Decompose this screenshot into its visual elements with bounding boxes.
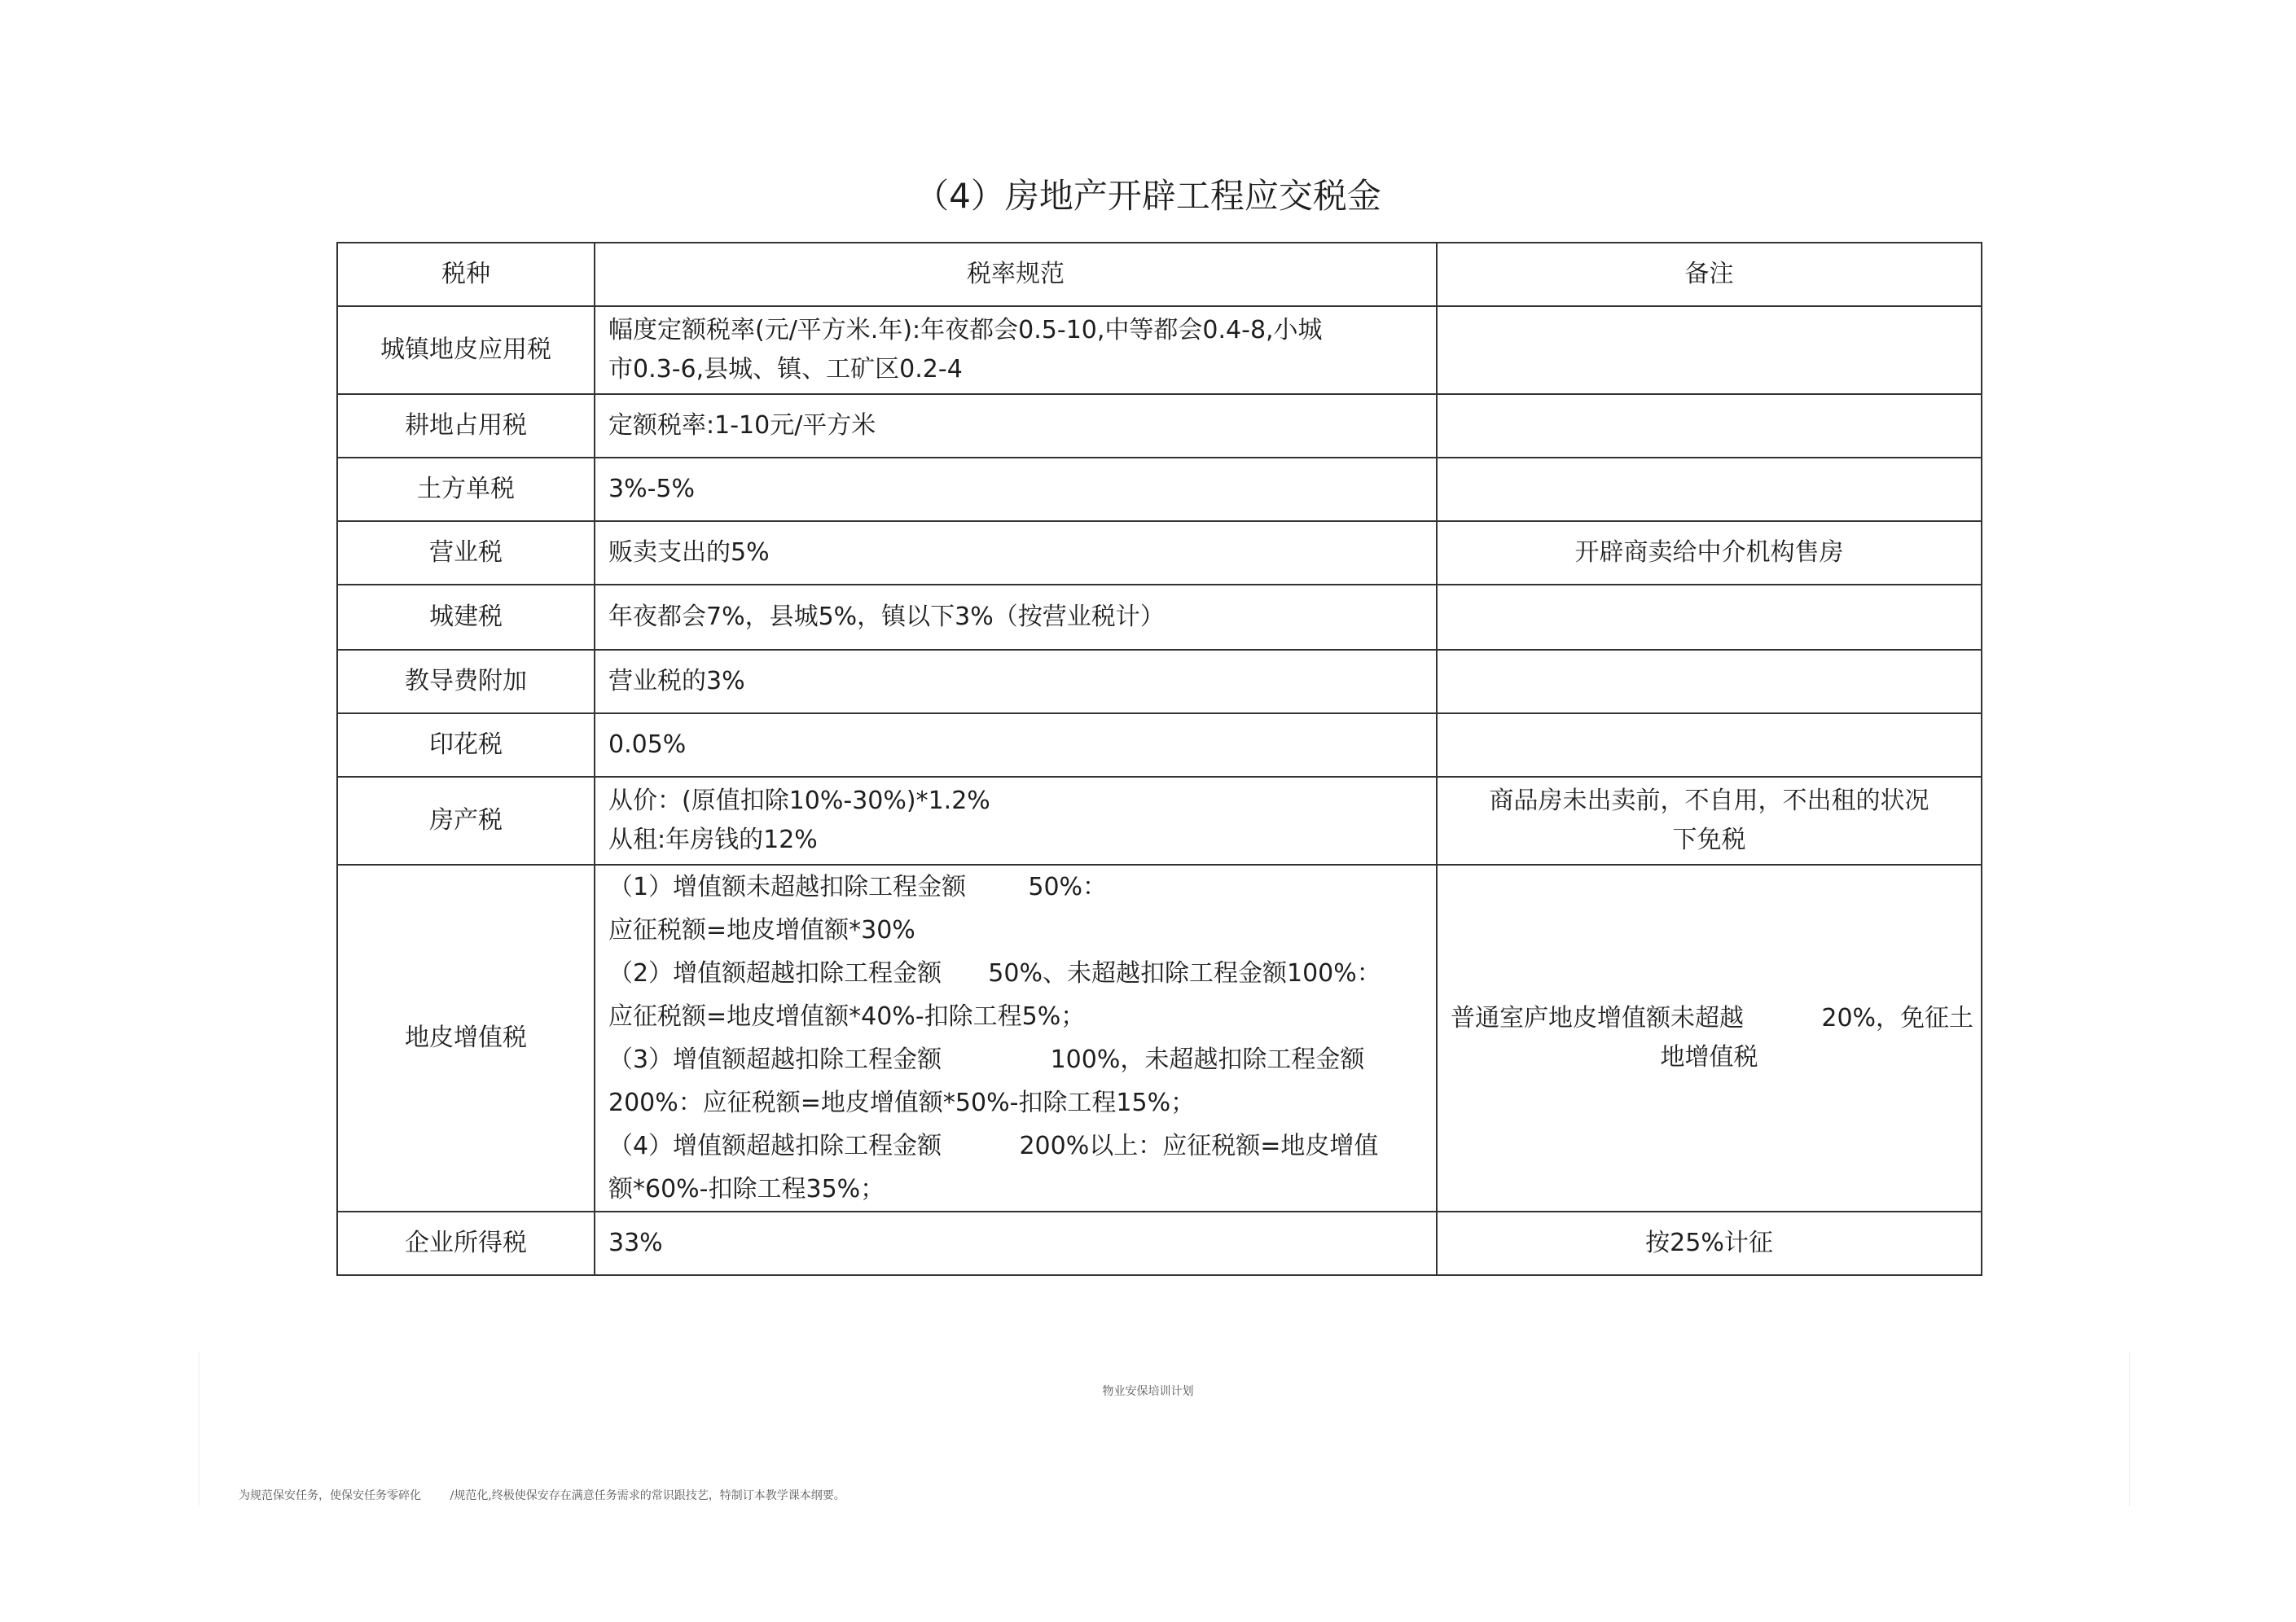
tax-rate-cell (595, 713, 1437, 777)
tax-rate-cell (595, 394, 1437, 458)
tax-rate-cell (595, 521, 1437, 585)
footer-divider-right (2129, 1352, 2130, 1506)
tax-type-cell (337, 777, 595, 865)
table-row (337, 865, 1982, 1212)
note-cell (1437, 521, 1982, 585)
header-tax-rate: 税率规范 (595, 243, 1437, 306)
tax-type-cell (337, 306, 595, 394)
note-line: 开辟商卖给中介机构售房 (1574, 538, 1844, 567)
tax-type-label: 土方单税 (417, 475, 515, 503)
note-line: 普通室庐地皮增值额未超越 20%，免征土 (1451, 1004, 1974, 1032)
tax-type-label: 地皮增值税 (405, 1024, 527, 1052)
tax-rate-line: 市0.3-6,县城、镇、工矿区0.2-4 (608, 355, 963, 384)
tax-rate-line: 幅度定额税率(元/平方米.年):年夜都会0.5-10,中等都会0.4-8,小城 (608, 316, 1323, 344)
tax-rate-cell (595, 650, 1437, 713)
note-cell (1437, 777, 1982, 865)
tax-rate-cell (595, 777, 1437, 865)
tax-rate-line: 应征税额=地皮增值额*30% (608, 916, 915, 945)
tax-type-label: 房产税 (429, 806, 503, 835)
tax-type-label: 耕地占用税 (405, 411, 527, 440)
table-row (337, 777, 1982, 865)
tax-rate-line: 33% (608, 1229, 663, 1257)
tax-rate-cell (595, 865, 1437, 1212)
table-row (337, 713, 1982, 777)
header-notes: 备注 (1437, 243, 1982, 306)
tax-type-cell (337, 650, 595, 713)
footer-divider-left (199, 1352, 200, 1506)
footer-center-text: 物业安保培训计划 (1102, 1385, 1194, 1398)
tax-rate-line: 0.05% (608, 730, 687, 759)
table-row (337, 585, 1982, 650)
tax-type-cell (337, 713, 595, 777)
tax-type-label: 营业税 (429, 538, 503, 567)
note-cell (1437, 865, 1982, 1212)
note-cell (1437, 1212, 1982, 1275)
table-row (337, 394, 1982, 458)
tax-type-cell (337, 458, 595, 521)
tax-rate-line: （3）增值额超越扣除工程金额 100%，未超越扣除工程金额 (608, 1046, 1365, 1074)
note-line: 下免税 (1672, 826, 1746, 854)
tax-type-label: 印花税 (429, 730, 503, 759)
tax-type-label: 城建税 (429, 603, 503, 631)
table-row (337, 650, 1982, 713)
tax-rate-line: 营业税的3% (608, 667, 745, 695)
footer-left-text: 为规范保安任务，使保安任务零碎化 /规范化,终极使保安存在满意任务需求的常识跟技艺，特制订本教学课本纲要。 (239, 1489, 845, 1502)
table-row (337, 1212, 1982, 1275)
tax-rate-line: 额*60%-扣除工程35%； (608, 1175, 885, 1203)
table-row (337, 521, 1982, 585)
tax-type-label: 城镇地皮应用税 (380, 335, 551, 364)
table-row (337, 306, 1982, 394)
tax-rate-line: （1）增值额未超越扣除工程金额 50%： (608, 873, 1108, 901)
tax-rate-line: 贩卖支出的5% (608, 538, 770, 567)
tax-rate-line: （4）增值额超越扣除工程金额 200%以上：应征税额=地皮增值 (608, 1132, 1379, 1160)
tax-type-label: 教导费附加 (405, 667, 527, 695)
tax-type-cell (337, 521, 595, 585)
tax-rate-line: 应征税额=地皮增值额*40%-扣除工程5%； (608, 1002, 1086, 1031)
tax-rate-cell (595, 306, 1437, 394)
tax-type-cell (337, 865, 595, 1212)
header-tax-type: 税种 (337, 243, 595, 306)
note-cell (1437, 585, 1982, 650)
table-row (337, 458, 1982, 521)
table-header-row (337, 243, 1982, 306)
note-line: 按25%计征 (1645, 1229, 1773, 1257)
tax-rate-line: 从租:年房钱的12% (608, 826, 818, 854)
tax-type-cell (337, 1212, 595, 1275)
note-cell (1437, 394, 1982, 458)
tax-rate-line: 定额税率:1-10元/平方米 (608, 411, 876, 440)
tax-type-cell (337, 585, 595, 650)
note-cell (1437, 458, 1982, 521)
tax-type-label: 企业所得税 (405, 1229, 527, 1257)
tax-rate-cell (595, 458, 1437, 521)
tax-rate-line: 200%：应征税额=地皮增值额*50%-扣除工程15%； (608, 1089, 1196, 1117)
note-cell (1437, 306, 1982, 394)
tax-rate-line: 年夜都会7%，县城5%，镇以下3%（按营业税计） (608, 603, 1165, 631)
document-title: （4）房地产开辟工程应交税金 (915, 176, 1381, 216)
tax-rate-line: （2）增值额超越扣除工程金额 50%、未超越扣除工程金额100%： (608, 959, 1381, 988)
note-line: 商品房未出卖前，不自用，不出租的状况 (1489, 787, 1929, 815)
tax-rate-cell (595, 585, 1437, 650)
note-cell (1437, 713, 1982, 777)
tax-type-cell (337, 394, 595, 458)
tax-rate-line: 从价：(原值扣除10%-30%)*1.2% (608, 787, 990, 815)
note-cell (1437, 650, 1982, 713)
note-line: 地增值税 (1660, 1043, 1758, 1072)
tax-table (336, 242, 1982, 1276)
tax-rate-line: 3%-5% (608, 475, 696, 503)
tax-rate-cell (595, 1212, 1437, 1275)
